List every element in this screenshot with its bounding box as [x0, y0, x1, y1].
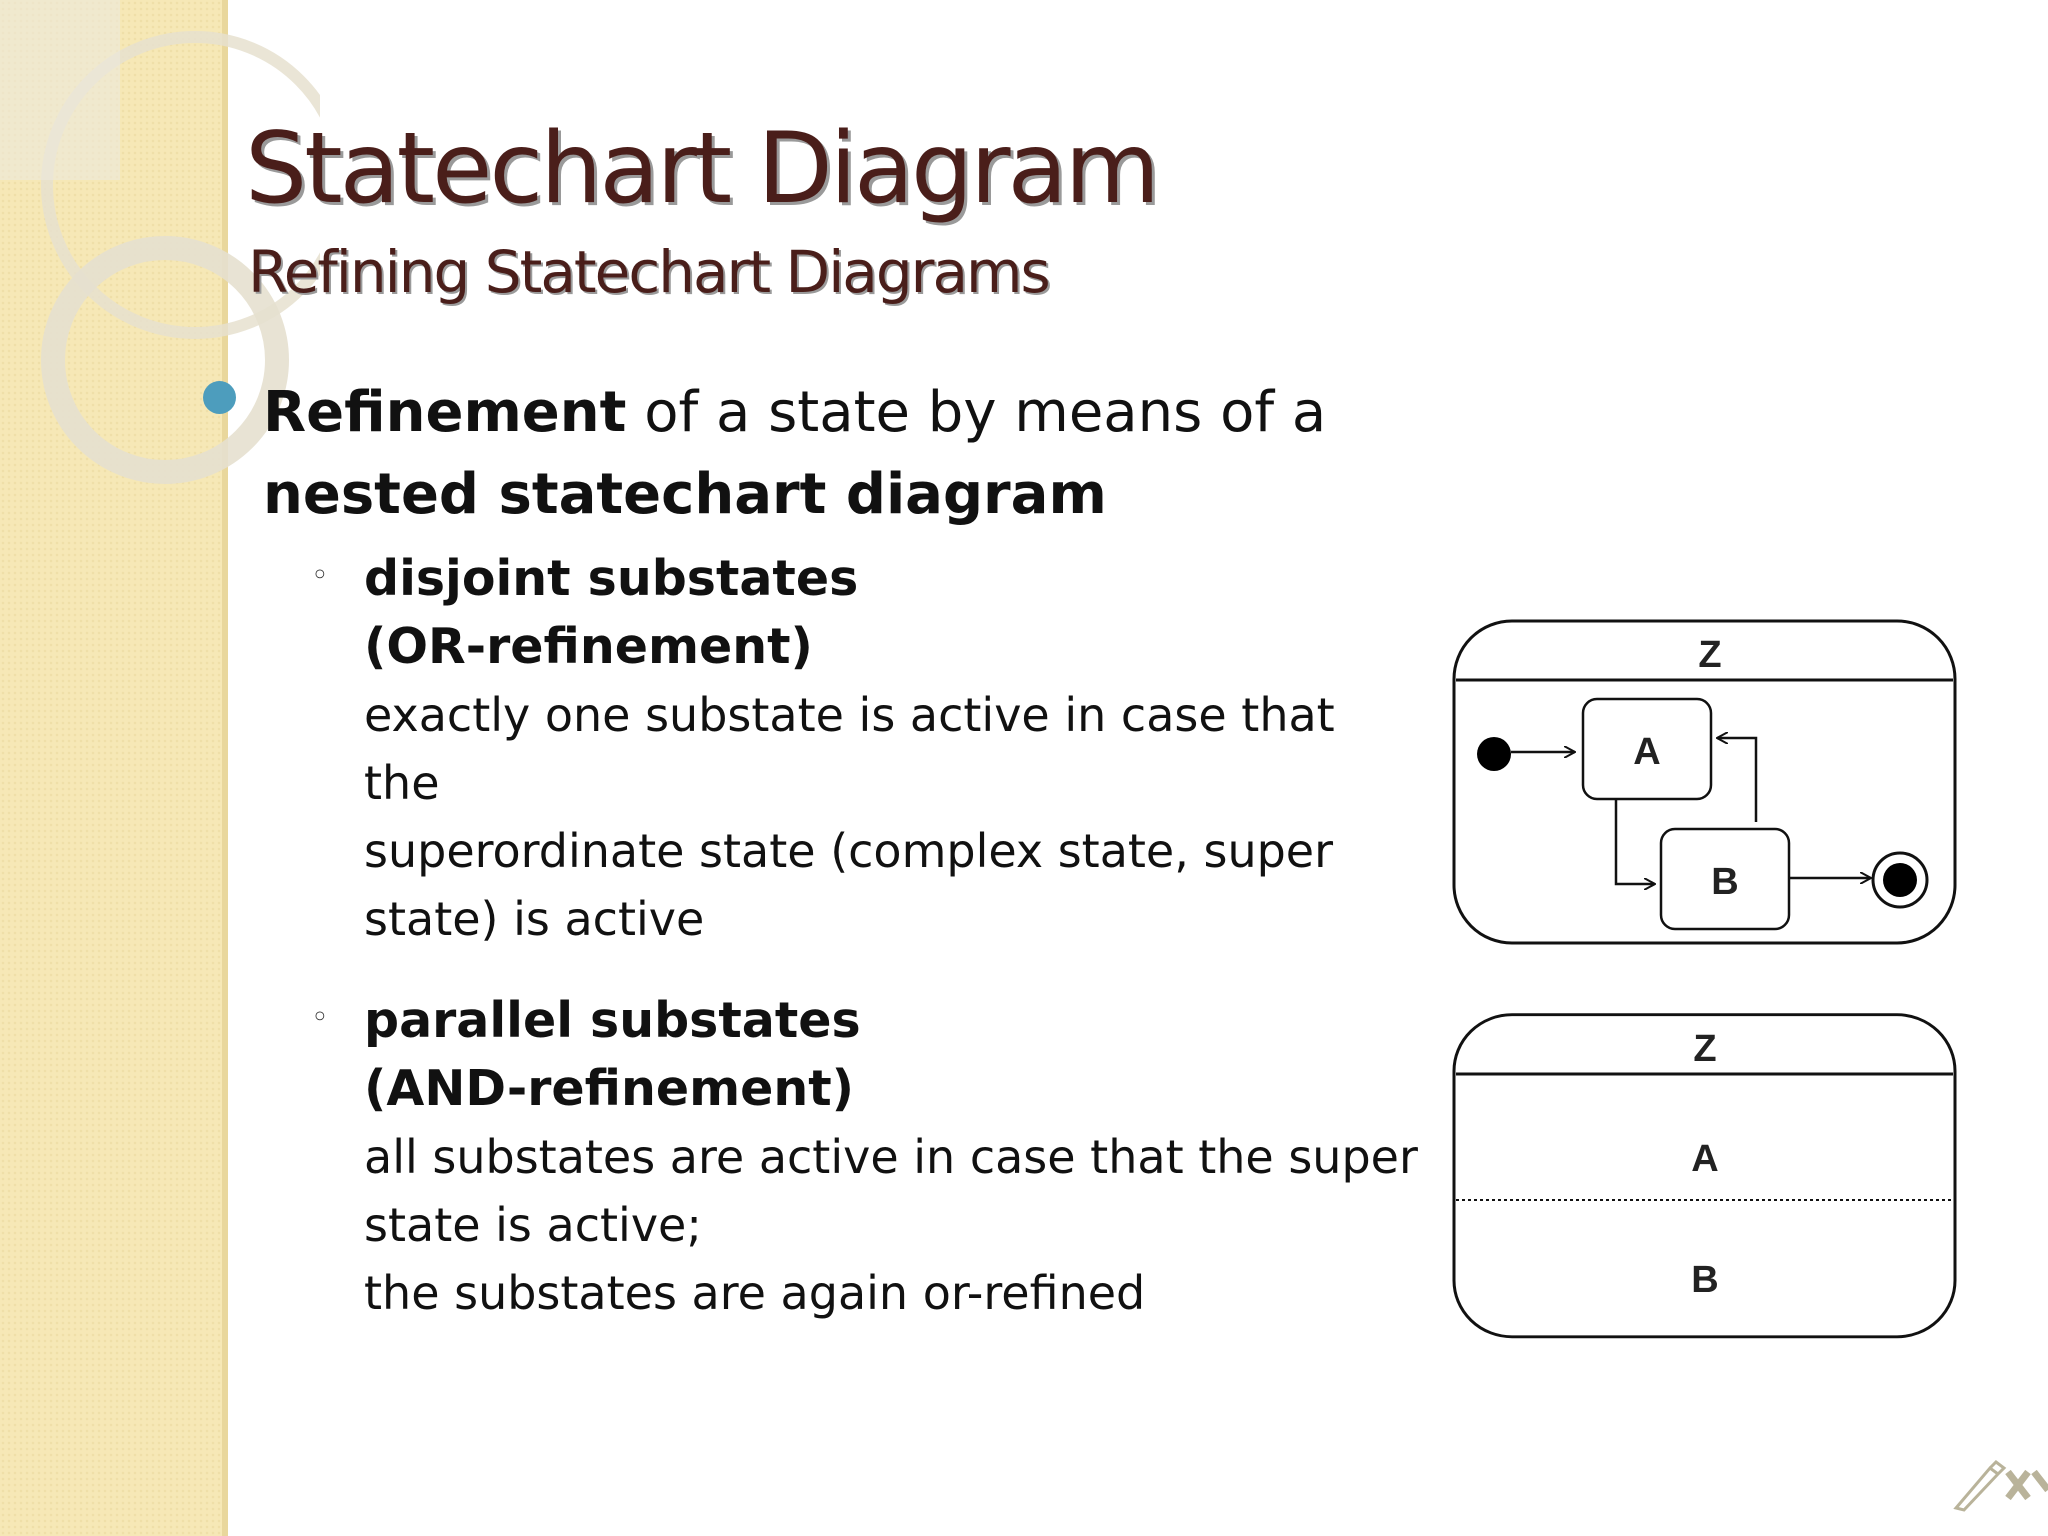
- subitem-disjoint: [364, 545, 1424, 953]
- bullet-term: Refinement: [263, 380, 627, 445]
- subitem-heading: disjoint substates: [364, 550, 859, 607]
- pen-icon: [1950, 1452, 2048, 1512]
- and-refinement-diagram: [1445, 1006, 1965, 1346]
- region-b-label: B: [1691, 1259, 1719, 1301]
- subitem-description: exactly one substate is active in case that the: [364, 688, 1335, 810]
- subitem-heading: (AND-refinement): [364, 1060, 855, 1117]
- superstate-label: Z: [1693, 1028, 1717, 1070]
- slide-title: Statechart Diagram: [245, 112, 1158, 226]
- main-bullet-text: [263, 372, 1403, 536]
- subitem-heading: (OR-refinement): [364, 618, 813, 675]
- final-state-dot: [1883, 863, 1917, 897]
- pen-icon-shape: [1956, 1462, 2004, 1510]
- subitem-description: state is active;: [364, 1198, 702, 1252]
- decorative-ring-small: [53, 248, 277, 472]
- superstate-label: Z: [1698, 634, 1722, 676]
- sub-bullet-marker: ◦: [311, 558, 329, 593]
- initial-state: [1477, 737, 1511, 771]
- pen-icon-mark: [2008, 1472, 2048, 1498]
- subitem-description: all substates are active in case that the super: [364, 1130, 1418, 1184]
- subitem-heading: parallel substates: [364, 992, 861, 1049]
- slide-subtitle: Refining Statechart Diagrams: [248, 238, 1049, 306]
- decorative-corner-block: [0, 0, 120, 180]
- state-a-label: A: [1633, 731, 1661, 773]
- or-refinement-diagram: [1445, 612, 1965, 952]
- bullet-term-2: nested statechart diagram: [263, 462, 1107, 527]
- state-b-label: B: [1711, 861, 1739, 903]
- subitem-description: the substates are again or-refined: [364, 1266, 1146, 1320]
- subitem-description: state) is active: [364, 892, 705, 946]
- sub-bullet-marker: ◦: [311, 1000, 329, 1035]
- region-a-label: A: [1691, 1138, 1719, 1180]
- subitem-parallel: [364, 987, 1424, 1327]
- subitem-description: superordinate state (complex state, super: [364, 824, 1334, 878]
- bullet-middle: of a state by means of a: [626, 380, 1327, 445]
- bullet-dot: [203, 381, 236, 414]
